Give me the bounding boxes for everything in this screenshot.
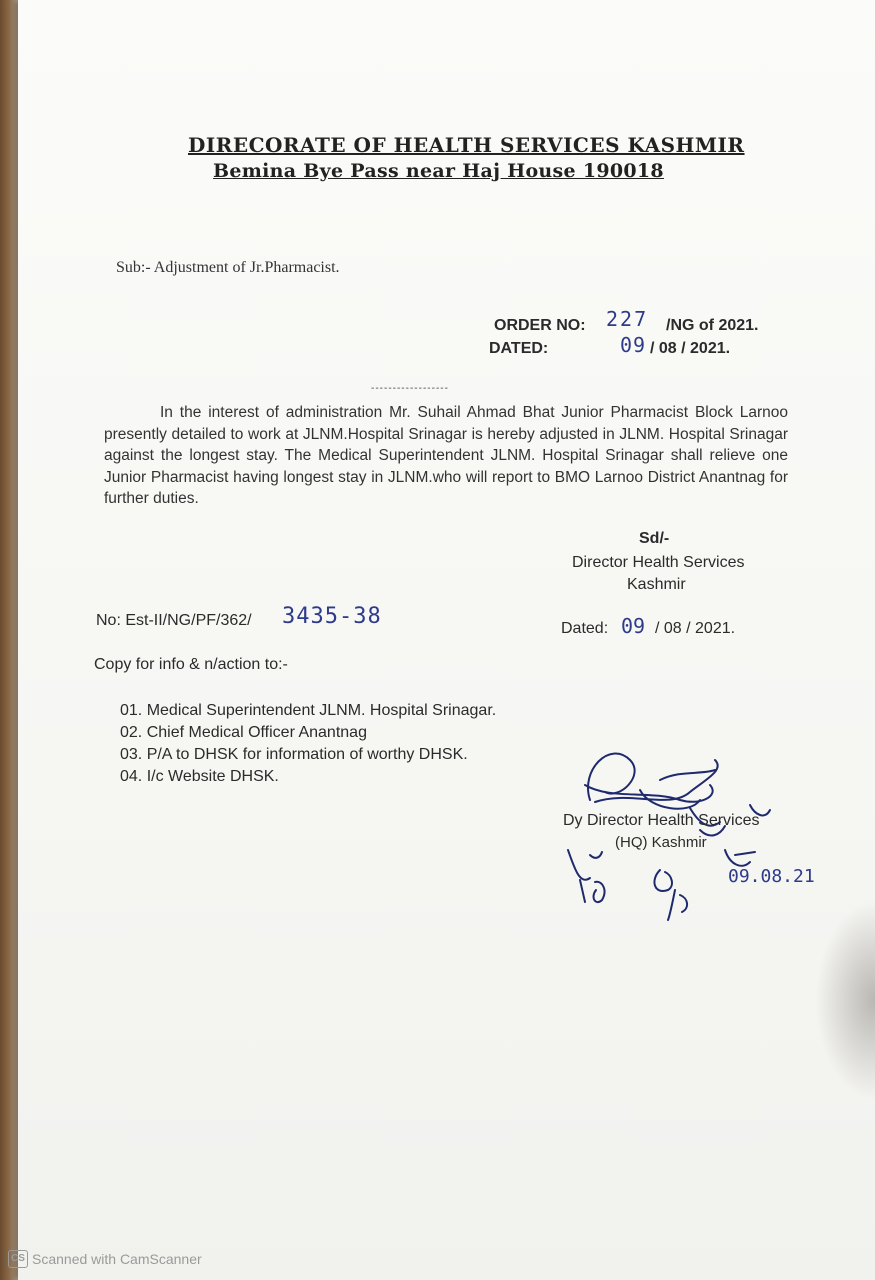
reference-dated-rest: / 08 / 2021. — [655, 620, 736, 637]
copy-item: 03. P/A to DHSK for information of worthy DHSK. — [120, 746, 468, 763]
header-title: DIRECORATE OF HEALTH SERVICES KASHMIR — [188, 133, 745, 157]
handwritten-signature — [550, 730, 830, 930]
header-address: Bemina Bye Pass near Haj House 190018 — [213, 160, 664, 182]
order-number-suffix: /NG of 2021. — [666, 317, 759, 334]
order-dated-day-handwritten: 09 — [620, 333, 647, 357]
subject-line: Sub:- Adjustment of Jr.Pharmacist. — [116, 259, 340, 276]
document-page — [18, 0, 875, 1280]
order-number-label: ORDER NO: — [494, 317, 586, 334]
camscanner-icon: CS — [8, 1250, 28, 1268]
reference-number-label: No: Est-II/NG/PF/362/ — [96, 612, 252, 629]
deputy-director-title: Dy Director Health Services — [563, 812, 760, 829]
signatory-title: Director Health Services — [572, 554, 745, 571]
desk-edge — [0, 0, 18, 1280]
reference-dated-day-handwritten: 09 — [621, 614, 646, 638]
copy-item: 02. Chief Medical Officer Anantnag — [120, 724, 367, 741]
copy-heading: Copy for info & n/action to:- — [94, 656, 288, 673]
order-dated-label: DATED: — [489, 340, 549, 357]
scanner-watermark — [8, 1250, 202, 1268]
copy-item: 04. I/c Website DHSK. — [120, 768, 279, 785]
signature-sd: Sd/- — [639, 530, 670, 547]
scanner-watermark-text: Scanned with CamScanner — [32, 1251, 202, 1267]
reference-dated-label: Dated: — [561, 620, 609, 637]
ink-date: 09.08.21 — [728, 866, 815, 887]
order-dated-rest: / 08 / 2021. — [650, 340, 731, 357]
page-shadow — [815, 900, 875, 1100]
order-number-handwritten: 227 — [606, 307, 649, 331]
order-body — [104, 402, 788, 510]
reference-number-handwritten: 3435-38 — [282, 604, 382, 629]
copy-item: 01. Medical Superintendent JLNM. Hospital Srinagar. — [120, 702, 497, 719]
order-body-text: In the interest of administration Mr. Suhail Ahmad Bhat Junior Pharmacist Block Larnoo presently detailed to work at JLNM.Hospital Srinagar is hereby adjusted in JLNM. Hospital Srinagar against the longest stay. The Medical Superintendent JLNM. Hospital Srinagar shall relieve one Junior Pharmacist having longest stay in JLNM.who will report to BMO Larnoo District Anantnag for further duties. — [104, 404, 788, 507]
divider: ------------------ — [371, 383, 449, 394]
signatory-place: Kashmir — [627, 576, 686, 593]
deputy-director-sub: (HQ) Kashmir — [615, 834, 707, 851]
